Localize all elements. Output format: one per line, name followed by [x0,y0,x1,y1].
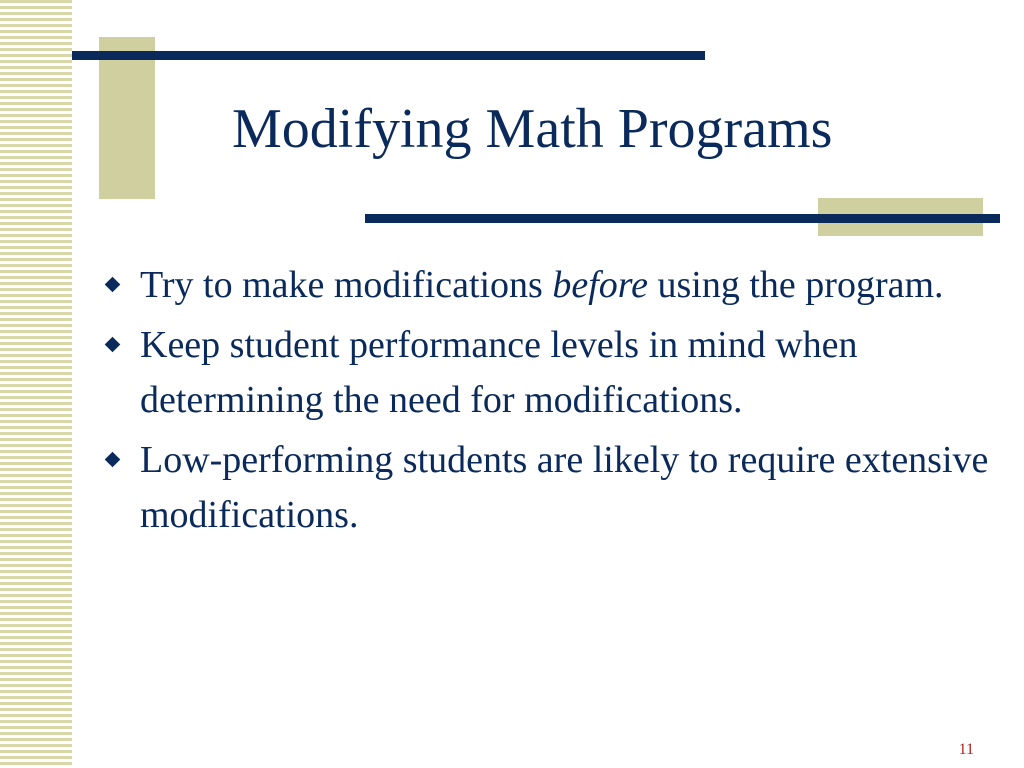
bullet-item [104,258,1004,313]
diamond-bullet-icon [105,452,121,468]
bullet-text: Keep student performance levels in mind when determining the need for modifications. [140,324,858,421]
diamond-bullet-icon [105,277,121,293]
page-number: 11 [958,741,974,758]
bullet-list [104,258,1004,548]
decorative-block-left [99,37,155,199]
bullet-emphasis: before [552,264,649,306]
bullet-item [104,318,1004,428]
bullet-item [104,433,1004,543]
slide-title: Modifying Math Programs [232,98,833,160]
bullet-text: Try to make modifications [140,264,553,306]
title-rule-top [72,51,705,60]
title-rule-bottom [365,214,1000,223]
striped-margin [0,0,72,768]
bullet-text: Low-performing students are likely to require extensive modifications. [140,439,989,536]
bullet-text: using the program. [648,264,944,306]
diamond-bullet-icon [105,337,121,353]
